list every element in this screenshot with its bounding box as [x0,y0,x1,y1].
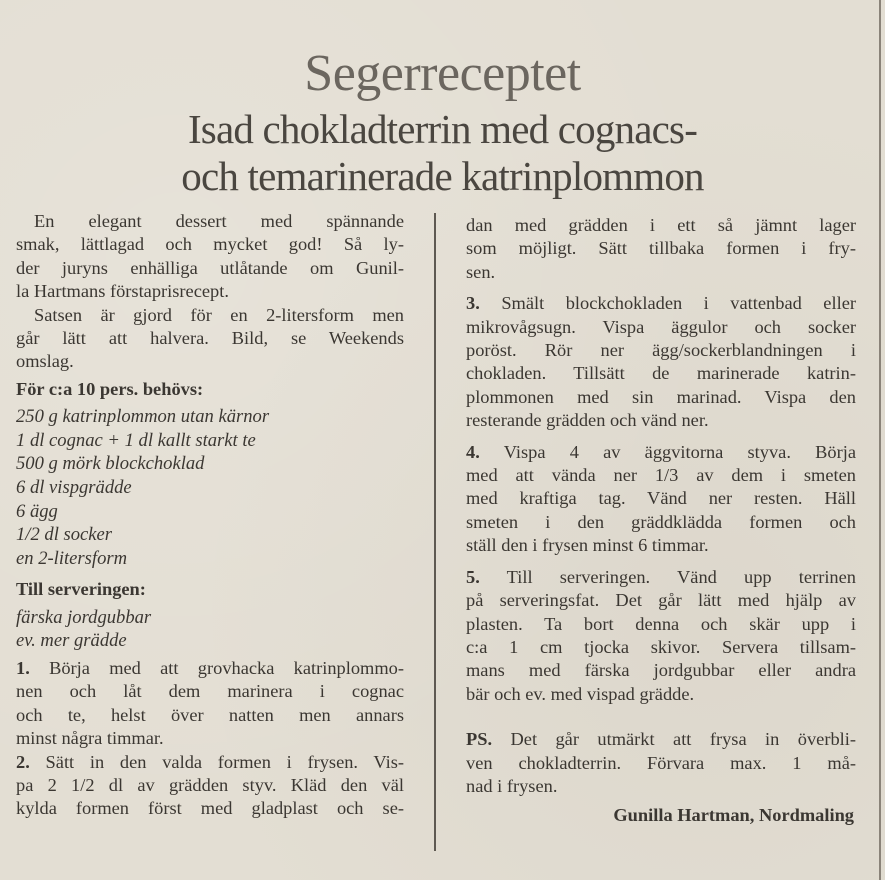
ingredient-item: 1/2 dl socker [16,524,113,546]
step-5 [466,566,856,706]
intro-paragraph-1 [16,210,404,304]
text-line: En elegant dessert med spännande [34,211,404,231]
text-line: kylda formen först med gladplast och se- [16,798,404,819]
ingredient-item: 500 g mörk blockchoklad [16,453,205,475]
text-line: sen. [466,261,496,282]
text-line: ställ den i frysen minst 6 timmar. [466,535,709,556]
intro-paragraph-2 [16,304,404,374]
serving-item: färska jordgubbar [16,606,152,628]
text-line: plommonen med sin marinad. Vispa den [466,386,856,407]
text-line: pa 2 1/2 dl av grädden styv. Kläd den väl [16,775,404,796]
step-number: 1. [16,658,30,678]
text-line: resterande grädden och vänd ner. [466,410,709,431]
text-line: nad i frysen. [466,775,558,796]
right-column [466,214,856,828]
headline [0,106,885,200]
text-line: Satsen är gjord för en 2-litersform men [34,304,404,325]
byline: Gunilla Hartman, Nordmaling [613,805,854,826]
text-line: chokladen. Tillsätt de marinerade katrin- [466,363,856,384]
step-4 [466,441,856,558]
ingredients-list [16,405,404,570]
kicker-title: Segerreceptet [304,45,581,102]
ingredients-heading: För c:a 10 pers. behövs: [16,378,204,399]
text-line: 4. Vispa 4 av äggvitorna styva. Börja [466,441,857,462]
text-line: poröst. Rör ner ägg/sockerblandningen i [466,340,856,361]
text-line: med att vända ner 1/3 av dem i smeten [466,465,856,486]
serving-item: ev. mer grädde [16,630,127,652]
ingredient-item: 6 ägg [16,500,58,522]
text-line: bär och ev. med vispad grädde. [466,683,695,704]
headline-line-2: och temarinerade katrinplommon [181,153,704,199]
text-line: plasten. Ta bort denna och skär upp i [466,613,856,634]
step-number: 2. [16,751,30,772]
text-line: c:a 1 cm tjocka skivor. Servera tillsam- [466,636,856,657]
step-1 [16,657,404,751]
headline-line-1: Isad chokladterrin med cognacs- [187,106,698,152]
text-line: 5. Till serveringen. Vänd upp terrinen [466,566,856,587]
left-column [16,210,404,821]
step-3 [466,292,856,432]
text-line: mikrovågsugn. Vispa äggulor och socker [466,316,856,337]
text-line: der juryns enhälliga utlåtande om Gunil- [16,257,404,278]
ingredient-item: 1 dl cognac + 1 dl kallt starkt te [16,429,256,451]
step-2-continued [466,214,856,284]
text-line: minst några timmar. [16,728,164,749]
text-line: nen och låt dem marinera i cognac [16,681,404,702]
step-2 [16,751,404,821]
step-number: 4. [466,441,480,462]
ingredient-item: 6 dl vispgrädde [16,477,132,499]
postscript [466,728,856,798]
text-line: omslag. [16,351,74,372]
ps-label: PS. [466,729,493,750]
text-line: smak, lättlagad och mycket god! Så ly- [16,234,404,255]
text-line: som möjligt. Sätt tillbaka formen i fry- [466,238,856,259]
text-line: med kraftiga tag. Vänd ner resten. Häll [466,488,856,509]
text-line: smeten i den gräddklädda formen och [466,511,856,532]
text-line: dan med grädden i ett så jämnt lager [466,215,856,235]
text-line: 1. Börja med att grovhacka katrinplommo- [16,658,404,678]
ingredient-item: 250 g katrinplommon utan kärnor [16,406,270,428]
text-line: och te, helst över natten men annars [16,704,404,725]
text-line: på serveringsfat. Det går lätt med hjälp av [466,590,856,611]
step-number: 5. [466,566,480,587]
step-number: 3. [466,293,480,314]
text-line: 3. Smält blockchokladen i vattenbad eller [466,293,856,314]
column-divider [434,213,436,851]
text-line: går lätt att halvera. Bild, se Weekends [16,328,404,349]
serving-heading: Till serveringen: [16,579,146,600]
ingredient-item: en 2-litersform [16,547,128,569]
text-line: ven chokladterrin. Förvara max. 1 må- [466,752,856,773]
text-line: 2. Sätt in den valda formen i frysen. Vis- [16,751,405,772]
serving-list [16,606,404,653]
text-line: PS. Det går utmärkt att frysa in överbli- [466,729,856,750]
text-line: mans med färska jordgubbar eller andra [466,660,856,681]
text-line: la Hartmans förstaprisrecept. [16,281,229,302]
